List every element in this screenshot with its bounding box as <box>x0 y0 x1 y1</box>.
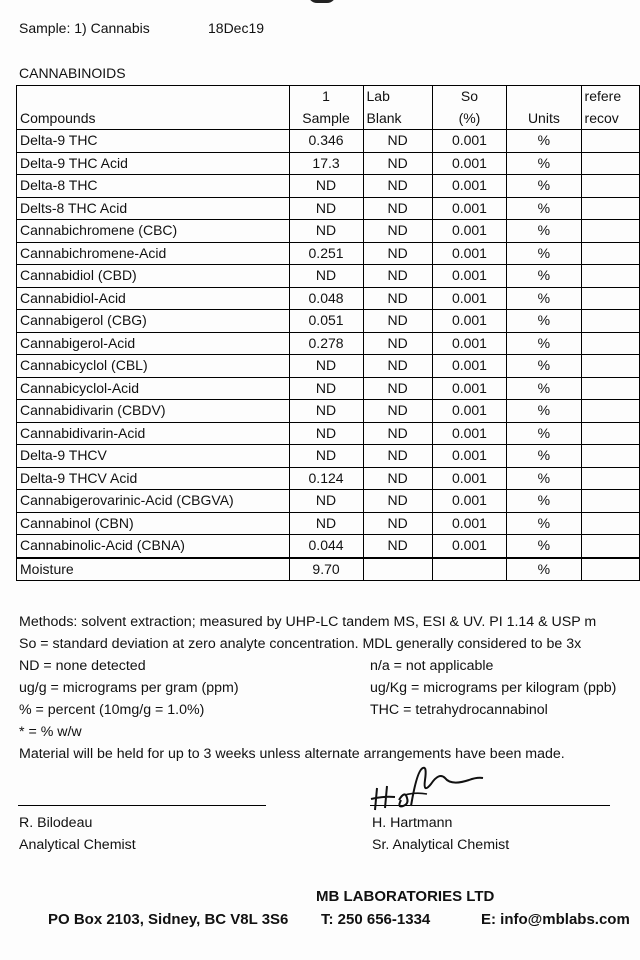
table-header-row <box>17 86 640 108</box>
table-row <box>17 377 640 400</box>
company-phone: T: 250 656-1334 <box>321 911 431 928</box>
na-definition: n/a = not applicable <box>370 658 494 674</box>
table-row-cell: 0.001 <box>432 535 507 558</box>
handwritten-signature <box>365 760 495 815</box>
table-row-cell: 0.001 <box>432 490 507 513</box>
table-row-cell: 0.251 <box>289 242 363 265</box>
table-row <box>17 558 640 581</box>
table-row-cell <box>581 310 639 333</box>
table-row-cell <box>581 197 639 220</box>
table-row <box>17 467 640 490</box>
table-row-cell: % <box>507 265 581 288</box>
table-row-cell: ND <box>363 377 432 400</box>
table-row-cell: 0.001 <box>432 220 507 243</box>
nd-definition: ND = none detected <box>19 658 146 674</box>
table-row <box>17 310 640 333</box>
table-row-cell: ND <box>289 512 363 535</box>
table-row-cell: ND <box>363 512 432 535</box>
cannabinoids-table <box>16 85 640 581</box>
table-row-cell: ND <box>289 220 363 243</box>
table-row-cell: 0.124 <box>289 467 363 490</box>
section-title: CANNABINOIDS <box>19 65 126 81</box>
ugkg-definition: ug/Kg = micrograms per kilogram (ppb) <box>370 680 617 696</box>
table-row-cell: 0.001 <box>432 287 507 310</box>
table-row-cell: ND <box>289 175 363 198</box>
table-row-cell: 9.70 <box>289 558 363 581</box>
table-row-cell: Cannabichromene (CBC) <box>17 220 290 243</box>
table-header-row-cell: So <box>432 86 507 108</box>
table-row-cell: 0.001 <box>432 512 507 535</box>
table-row-cell <box>581 445 639 468</box>
table-row-cell <box>581 332 639 355</box>
table-row <box>17 130 640 153</box>
table-header-row-cell: recov <box>581 108 639 130</box>
table-row-cell: ND <box>363 220 432 243</box>
table-row-cell: Cannabinol (CBN) <box>17 512 290 535</box>
table-row-cell: 0.001 <box>432 310 507 333</box>
table-row <box>17 265 640 288</box>
table-row-cell: % <box>507 152 581 175</box>
so-definition: So = standard deviation at zero analyte concentration. MDL generally considered to be 3x <box>19 636 582 652</box>
table-row-cell: Cannabigerol-Acid <box>17 332 290 355</box>
table-row-cell: Cannabidiol (CBD) <box>17 265 290 288</box>
sample-label: Sample: 1) Cannabis <box>19 20 150 36</box>
table-row-cell: Delta-9 THC Acid <box>17 152 290 175</box>
table-header-row-cell <box>17 86 290 108</box>
ugg-definition: ug/g = micrograms per gram (ppm) <box>19 680 239 696</box>
table-row-cell <box>581 152 639 175</box>
table-row <box>17 422 640 445</box>
table-row-cell: ND <box>363 355 432 378</box>
table-row-cell: % <box>507 377 581 400</box>
percent-definition: % = percent (10mg/g = 1.0%) <box>19 702 205 718</box>
table-row-cell <box>581 377 639 400</box>
table-row-cell: 0.001 <box>432 355 507 378</box>
table-row-cell: 17.3 <box>289 152 363 175</box>
table-row-cell <box>581 287 639 310</box>
left-signer-title: Analytical Chemist <box>19 837 136 853</box>
table-row-cell: 0.044 <box>289 535 363 558</box>
table-row-cell: ND <box>363 310 432 333</box>
table-row-cell: 0.048 <box>289 287 363 310</box>
table-row-cell: 0.001 <box>432 242 507 265</box>
table-row <box>17 197 640 220</box>
company-address: PO Box 2103, Sidney, BC V8L 3S6 <box>48 911 289 928</box>
table-row-cell: % <box>507 422 581 445</box>
table-row-cell: Moisture <box>17 558 290 581</box>
table-row <box>17 535 640 558</box>
table-row-cell: 0.001 <box>432 152 507 175</box>
table-row-cell: % <box>507 467 581 490</box>
table-row-cell <box>581 242 639 265</box>
company-email: E: info@mblabs.com <box>481 911 630 928</box>
table-row-cell: ND <box>289 422 363 445</box>
table-row <box>17 175 640 198</box>
right-signer-name: H. Hartmann <box>372 815 453 831</box>
table-row-cell: ND <box>289 490 363 513</box>
table-row-cell: ND <box>289 355 363 378</box>
table-row-cell: ND <box>289 445 363 468</box>
table-row-cell: 0.278 <box>289 332 363 355</box>
table-row-cell: ND <box>363 287 432 310</box>
table-row-cell: Cannabicyclol-Acid <box>17 377 290 400</box>
table-header-row <box>17 108 640 130</box>
table-row-cell <box>581 512 639 535</box>
table-row-cell: ND <box>363 400 432 423</box>
table-row-cell <box>581 355 639 378</box>
retention-note: Material will be held for up to 3 weeks unless alternate arrangements have been made. <box>19 746 565 762</box>
table-row <box>17 332 640 355</box>
table-row-cell: % <box>507 558 581 581</box>
signature-line-left <box>18 805 266 806</box>
table-row-cell: Cannabicyclol (CBL) <box>17 355 290 378</box>
table-row-cell: Cannabinolic-Acid (CBNA) <box>17 535 290 558</box>
table-header-row-cell: Lab <box>363 86 432 108</box>
table-row-cell: % <box>507 242 581 265</box>
table-row-cell: ND <box>363 242 432 265</box>
table-row-cell <box>581 130 639 153</box>
table-row <box>17 490 640 513</box>
ww-definition: * = % w/w <box>19 724 82 740</box>
table-row-cell: ND <box>363 467 432 490</box>
thc-definition: THC = tetrahydrocannabinol <box>370 702 548 718</box>
table-row <box>17 355 640 378</box>
table-row-cell: % <box>507 400 581 423</box>
company-name: MB LABORATORIES LTD <box>316 888 495 905</box>
table-row-cell: % <box>507 332 581 355</box>
table-header-row-cell: Units <box>507 108 581 130</box>
table-row-cell: 0.001 <box>432 377 507 400</box>
table-row-cell: Delta-9 THCV <box>17 445 290 468</box>
table-header-row-cell: Compounds <box>17 108 290 130</box>
table-row-cell: 0.001 <box>432 400 507 423</box>
table-row-cell: ND <box>363 422 432 445</box>
table-row-cell: 0.346 <box>289 130 363 153</box>
table-row <box>17 445 640 468</box>
table-row-cell: Delts-8 THC Acid <box>17 197 290 220</box>
table-row-cell: % <box>507 535 581 558</box>
table-row-cell: 0.001 <box>432 197 507 220</box>
table-row <box>17 242 640 265</box>
table-header-row-cell: Sample <box>289 108 363 130</box>
table-row-cell <box>581 265 639 288</box>
table-row-cell: Cannabidiol-Acid <box>17 287 290 310</box>
table-row-cell <box>581 175 639 198</box>
table-header-row-cell: Blank <box>363 108 432 130</box>
table-row-cell: Cannabidivarin (CBDV) <box>17 400 290 423</box>
table-row-cell: 0.001 <box>432 332 507 355</box>
table-row-cell: % <box>507 130 581 153</box>
table-row-cell: Cannabidivarin-Acid <box>17 422 290 445</box>
table-row-cell: Delta-8 THC <box>17 175 290 198</box>
table-row-cell: % <box>507 355 581 378</box>
table-row-cell: % <box>507 175 581 198</box>
table-row <box>17 220 640 243</box>
table-row-cell: % <box>507 310 581 333</box>
table-row-cell: ND <box>363 490 432 513</box>
table-row-cell <box>581 535 639 558</box>
table-row-cell: ND <box>289 265 363 288</box>
table-row-cell: Cannabichromene-Acid <box>17 242 290 265</box>
left-signer-name: R. Bilodeau <box>19 815 93 831</box>
letterhead-remnant <box>308 0 336 3</box>
table-header-row-cell: (%) <box>432 108 507 130</box>
table-row-cell <box>581 490 639 513</box>
table-row-cell: ND <box>363 445 432 468</box>
table-row-cell: Cannabigerol (CBG) <box>17 310 290 333</box>
table-row-cell: Cannabigerovarinic-Acid (CBGVA) <box>17 490 290 513</box>
table-row-cell: % <box>507 445 581 468</box>
table-row <box>17 512 640 535</box>
table-row-cell: ND <box>289 197 363 220</box>
table-header-row-cell: 1 <box>289 86 363 108</box>
table-row-cell: ND <box>289 400 363 423</box>
table-row-cell: ND <box>289 377 363 400</box>
table-row-cell <box>581 558 639 581</box>
table-row-cell: % <box>507 490 581 513</box>
table-row-cell: 0.001 <box>432 130 507 153</box>
table-row-cell: % <box>507 512 581 535</box>
table-row-cell: % <box>507 220 581 243</box>
table-row-cell: ND <box>363 175 432 198</box>
table-row-cell: 0.051 <box>289 310 363 333</box>
table-row-cell: Delta-9 THC <box>17 130 290 153</box>
table-row-cell: 0.001 <box>432 175 507 198</box>
table-row-cell <box>581 467 639 490</box>
table-row-cell: ND <box>363 130 432 153</box>
table-row-cell: ND <box>363 152 432 175</box>
table-row-cell: 0.001 <box>432 422 507 445</box>
table-row-cell: 0.001 <box>432 265 507 288</box>
sample-date: 18Dec19 <box>208 20 265 36</box>
table-row-cell: % <box>507 197 581 220</box>
table-row-cell <box>581 220 639 243</box>
table-row-cell: ND <box>363 535 432 558</box>
table-row <box>17 287 640 310</box>
right-signer-title: Sr. Analytical Chemist <box>372 837 510 853</box>
table-row-cell: Delta-9 THCV Acid <box>17 467 290 490</box>
table-row-cell <box>581 400 639 423</box>
table-row-cell: ND <box>363 197 432 220</box>
table-row-cell <box>432 558 507 581</box>
table-header-row-cell: refere <box>581 86 639 108</box>
table-row <box>17 400 640 423</box>
table-header-row-cell <box>507 86 581 108</box>
table-row-cell: ND <box>363 332 432 355</box>
table-row-cell <box>581 422 639 445</box>
table-row-cell: 0.001 <box>432 445 507 468</box>
table-row <box>17 152 640 175</box>
table-row-cell <box>363 558 432 581</box>
table-row-cell: % <box>507 287 581 310</box>
table-row-cell: ND <box>363 265 432 288</box>
table-row-cell: 0.001 <box>432 467 507 490</box>
methods-note: Methods: solvent extraction; measured by UHP-LC tandem MS, ESI & UV. PI 1.14 & USP m <box>19 614 597 630</box>
